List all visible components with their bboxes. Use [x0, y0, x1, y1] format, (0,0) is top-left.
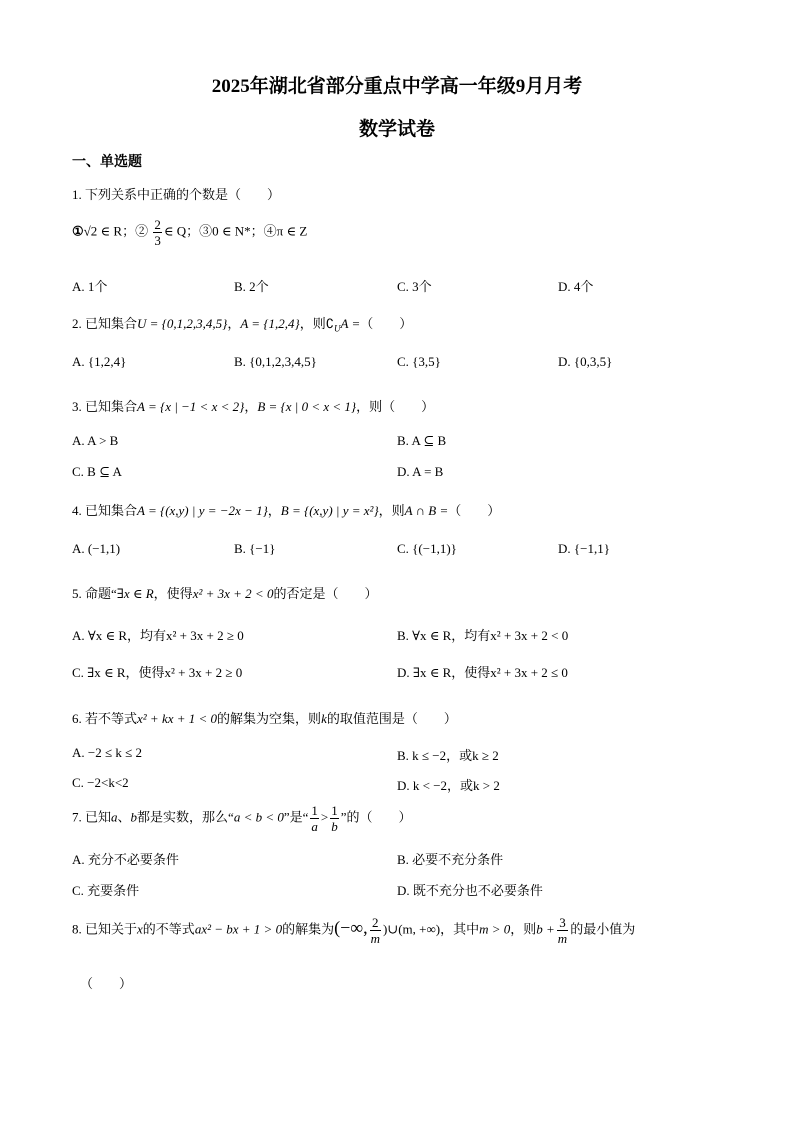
option-7b: B. 必要不充分条件 — [397, 852, 504, 867]
option-7c: C. 充要条件 — [72, 883, 140, 898]
option-5a: A. ∀x ∈ R，均有x² + 3x + 2 ≥ 0 — [72, 628, 244, 643]
page-title: 2025年湖北省部分重点中学高一年级9月月考 — [211, 76, 583, 97]
option-4a: A. (−1,1) — [72, 541, 121, 556]
option-3c: C. B ⊆ A — [72, 464, 122, 479]
option-2a: A. {1,2,4} — [72, 354, 127, 369]
question-6-stem: 6. 若不等式x² + kx + 1 < 0的解集为空集，则k的取值范围是（ ） — [72, 711, 457, 726]
option-5b: B. ∀x ∈ R，均有x² + 3x + 2 < 0 — [397, 628, 569, 643]
question-4-stem: 4. 已知集合A = {(x,y) | y = −2x − 1}，B = {(x,y) | y = x²}，则A ∩ B =（ ） — [72, 503, 501, 518]
page-subtitle: 数学试卷 — [358, 119, 435, 140]
option-6d: D. k < −2，或k > 2 — [397, 778, 500, 793]
question-8-continuation: （ ） — [80, 976, 133, 991]
option-2b: B. {0,1,2,3,4,5} — [234, 354, 317, 369]
option-4c: C. {(−1,1)} — [397, 541, 457, 556]
option-1b: B. 2个 — [234, 279, 269, 294]
option-1c: C. 3个 — [397, 279, 432, 294]
section-heading: 一、单选题 — [72, 155, 142, 170]
question-1-stem: 1. 下列关系中正确的个数是（ ） — [72, 187, 281, 202]
option-1a: A. 1个 — [72, 279, 108, 294]
option-3d: D. A = B — [397, 464, 444, 479]
option-3a: A. A > B — [72, 433, 119, 448]
option-2c: C. {3,5} — [397, 354, 441, 369]
option-2d: D. {0,3,5} — [558, 354, 613, 369]
option-7a: A. 充分不必要条件 — [72, 852, 179, 867]
option-5d: D. ∃x ∈ R，使得x² + 3x + 2 ≤ 0 — [397, 665, 568, 680]
option-6c: C. −2<k<2 — [72, 775, 129, 790]
option-7d: D. 既不充分也不必要条件 — [397, 883, 543, 898]
option-5c: C. ∃x ∈ R，使得x² + 3x + 2 ≥ 0 — [72, 665, 243, 680]
question-3-stem: 3. 已知集合A = {x | −1 < x < 2}，B = {x | 0 < x < 1}，则（ ） — [72, 399, 435, 414]
option-4b: B. {−1} — [234, 541, 276, 556]
question-1-items: ①√2 ∈ R；② $\frac{2}{3}$ ∈ Q；③0 ∈ N*；④π ∈ Z — [72, 217, 308, 248]
option-4d: D. {−1,1} — [558, 541, 610, 556]
question-5-stem: 5. 命题“∃x ∈ R，使得x² + 3x + 2 < 0的否定是（ ） — [72, 586, 378, 601]
question-7-stem: 7. 已知a、b都是实数，那么“a < b < 0”是“ $\frac{1}{a}$ > $\frac{1}{b}$ ”的（ ） — [72, 803, 412, 834]
option-6a: A. −2 ≤ k ≤ 2 — [72, 745, 142, 760]
option-1d: D. 4个 — [558, 279, 594, 294]
option-6b: B. k ≤ −2，或k ≥ 2 — [397, 748, 499, 763]
question-8-stem: 8. 已知关于x的不等式ax² − bx + 1 > 0的解集为(−∞, $\frac{2}{m}$ )∪(m, +∞)，其中m > 0，则b + $\frac{3}{m}$ 的最小值为 — [72, 915, 636, 946]
option-3b: B. A ⊆ B — [397, 433, 447, 448]
question-2-stem: 2. 已知集合U = {0,1,2,3,4,5}，A = {1,2,4}，则$∁_UA$ =（ ） — [72, 316, 413, 334]
